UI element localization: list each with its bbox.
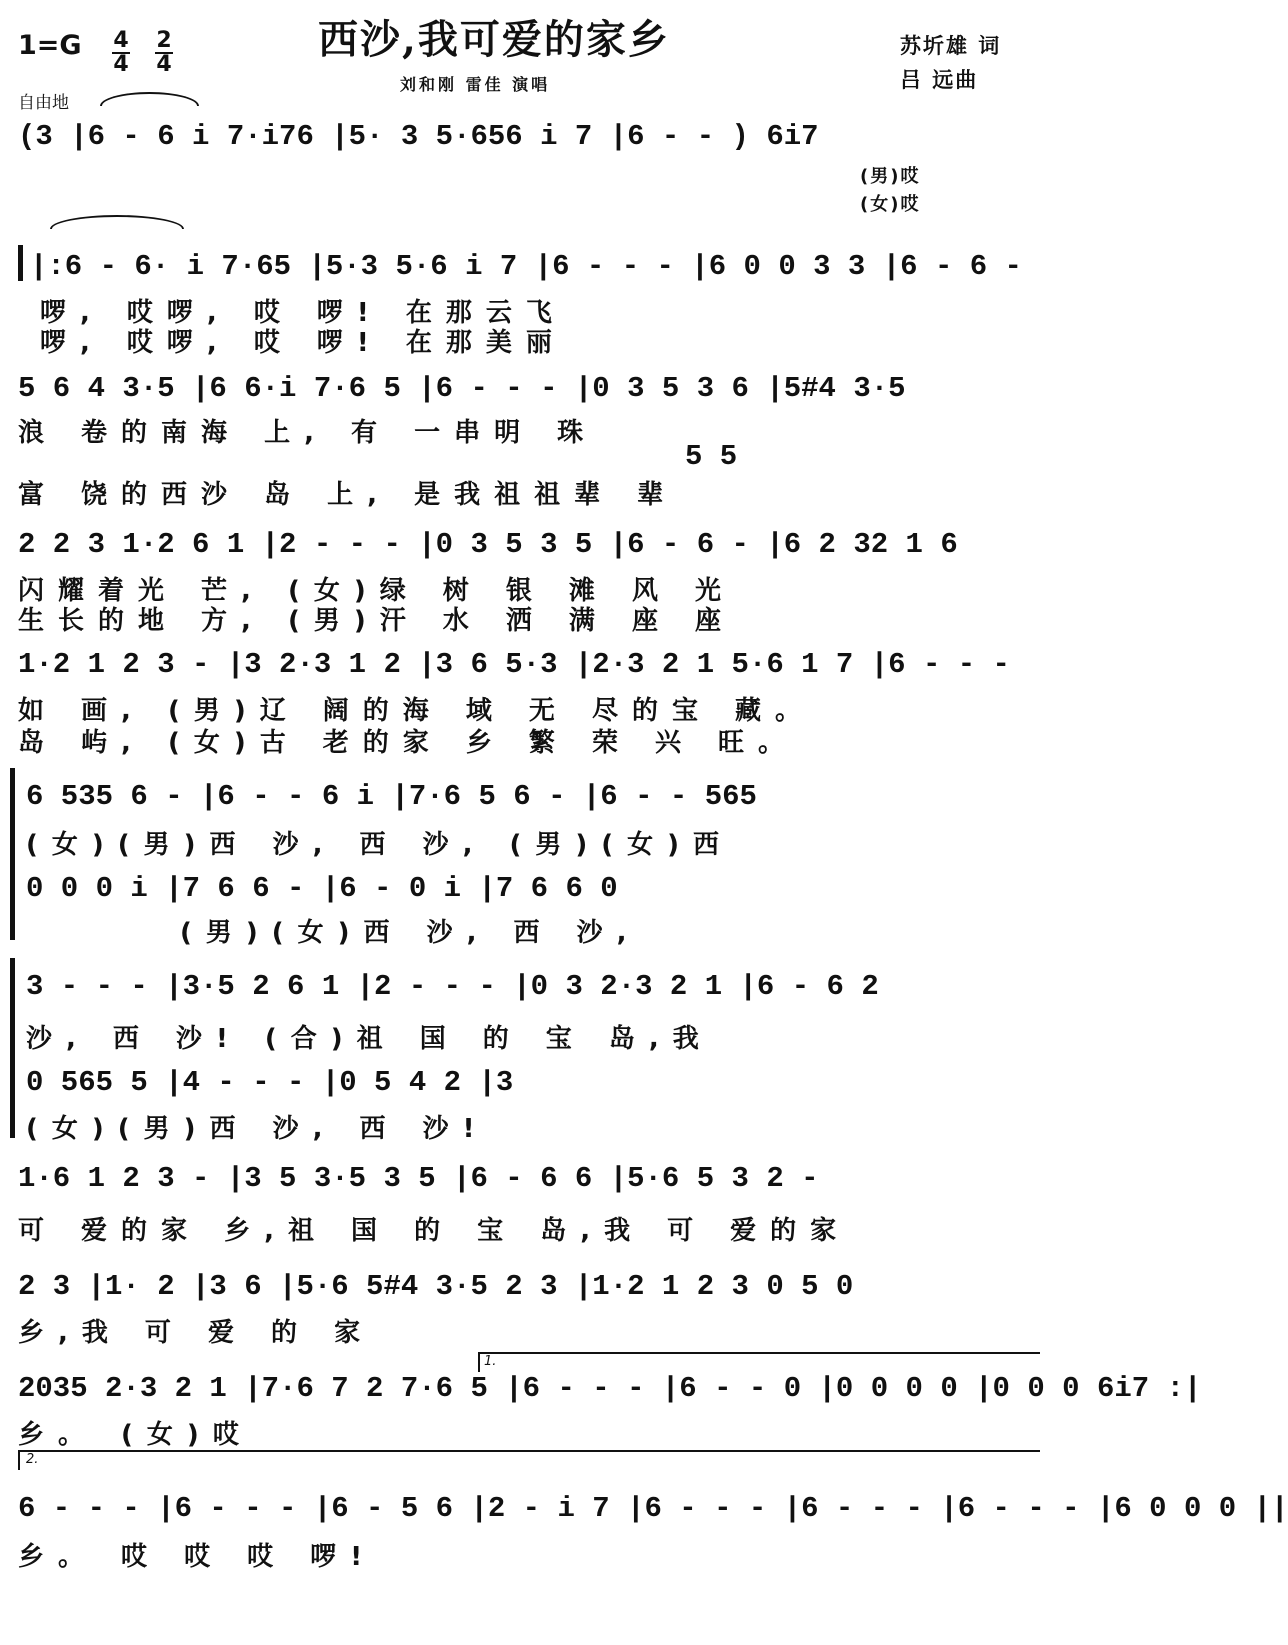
first-ending-bracket	[478, 1352, 1040, 1372]
lyrics-line: (女)(男)西 沙, 西 沙, (男)(女)西	[26, 830, 734, 860]
lyrics-line: 乡,我 可 爱 的 家	[18, 1318, 375, 1348]
first-ending-label: 1.	[484, 1354, 497, 1369]
system-bracket	[10, 958, 15, 1138]
tempo-marking: 自由地	[18, 93, 69, 113]
lyrics-line: 啰, 哎啰, 哎 啰! 在那美丽	[40, 328, 566, 358]
lyrics-line: 啰, 哎啰, 哎 啰! 在那云飞	[40, 298, 566, 328]
notation-line: 2035 2·3 2 1 |7·6 7 2 7·6 5 |6 - - - |6 - - 0 |0 0 0 0 |0 0 0 6i7 :|	[18, 1372, 1202, 1405]
lyrics-line: 岛 屿, (女)古 老的家 乡 繁 荣 兴 旺。	[18, 728, 799, 758]
notation-line: 6 535 6 - |6 - - 6 i |7·6 5 6 - |6 - - 565	[26, 780, 757, 813]
lyrics-line: (女)(男)西 沙, 西 沙!	[26, 1114, 489, 1144]
notation-line: 2 3 |1· 2 |3 6 |5·6 5#4 3·5 2 3 |1·2 1 2 3 0 5 0	[18, 1270, 854, 1303]
slur	[50, 215, 184, 229]
lyrics-line: 生长的地 方, (男)汗 水 洒 满 座 座	[18, 606, 736, 636]
notation-line: 0 0 0 i |7 6 6 - |6 - 0 i |7 6 6 0	[26, 872, 618, 905]
notation-line: 1·2 1 2 3 - |3 2·3 1 2 |3 6 5·3 |2·3 2 1 5·6 1 7 |6 - - -	[18, 648, 1010, 681]
lyricist: 苏圻雄 词	[900, 34, 1002, 58]
lyrics-line: 如 画, (男)辽 阔的海 域 无 尽的宝 藏。	[18, 696, 816, 726]
notation-line: 5 6 4 3·5 |6 6·i 7·6 5 |6 - - - |0 3 5 3 6 |5#4 3·5	[18, 372, 906, 405]
slur	[100, 92, 199, 106]
lyrics-line: 乡。 哎 哎 哎 啰!	[18, 1542, 377, 1572]
lyrics-line: 浪 卷的南海 上, 有 一串明 珠	[18, 418, 598, 448]
lyrics-line: 富 饶的西沙 岛 上, 是我祖祖辈 辈	[18, 480, 678, 510]
lyrics-line: 闪耀着光 芒, (女)绿 树 银 滩 风 光	[18, 576, 736, 606]
composer: 吕 远曲	[900, 68, 979, 92]
lyrics-line: 乡。 (女)哎	[18, 1420, 253, 1450]
notation-line: |:6 - 6· i 7·65 |5·3 5·6 i 7 |6 - - - |6 0 0 3 3 |6 - 6 -	[30, 250, 1022, 283]
time-signature-b: 2 4	[156, 28, 172, 77]
lyrics-line: (男)(女)西 沙, 西 沙,	[180, 918, 641, 948]
repeat-start-bar	[18, 245, 23, 281]
notation-line: (3 |6 - 6 i 7·i76 |5· 3 5·656 i 7 |6 - - ) 6i7	[18, 120, 819, 153]
key-signature: 1=G	[18, 30, 82, 61]
system-bracket	[10, 768, 15, 940]
notation-line: 1·6 1 2 3 - |3 5 3·5 3 5 |6 - 6 6 |5·6 5 3 2 -	[18, 1162, 819, 1195]
lyrics-line: 沙, 西 沙! (合)祖 国 的 宝 岛,我	[26, 1024, 713, 1054]
notation-line: 3 - - - |3·5 2 6 1 |2 - - - |0 3 2·3 2 1 |6 - 6 2	[26, 970, 879, 1003]
song-title: 西沙,我可爱的家乡	[318, 16, 670, 63]
notation-line: 2 2 3 1·2 6 1 |2 - - - |0 3 5 3 5 |6 - 6 - |6 2 32 1 6	[18, 528, 958, 561]
second-ending-bracket	[18, 1450, 1040, 1470]
alt-notes: 5 5	[685, 440, 738, 473]
notation-line: 0 565 5 |4 - - - |0 5 4 2 |3	[26, 1066, 514, 1099]
voice-label: (女)哎	[860, 194, 921, 215]
time-signature-a: 4 4	[113, 28, 129, 77]
performers: 刘和刚 雷佳 演唱	[400, 75, 551, 94]
voice-label: (男)哎	[860, 166, 921, 187]
lyrics-line: 可 爱的家 乡,祖 国 的 宝 岛,我 可 爱的家	[18, 1216, 851, 1246]
second-ending-label: 2.	[26, 1452, 39, 1467]
notation-line: 6 - - - |6 - - - |6 - 5 6 |2 - i 7 |6 - - - |6 - - - |6 - - - |6 0 0 0 ||	[18, 1492, 1288, 1525]
